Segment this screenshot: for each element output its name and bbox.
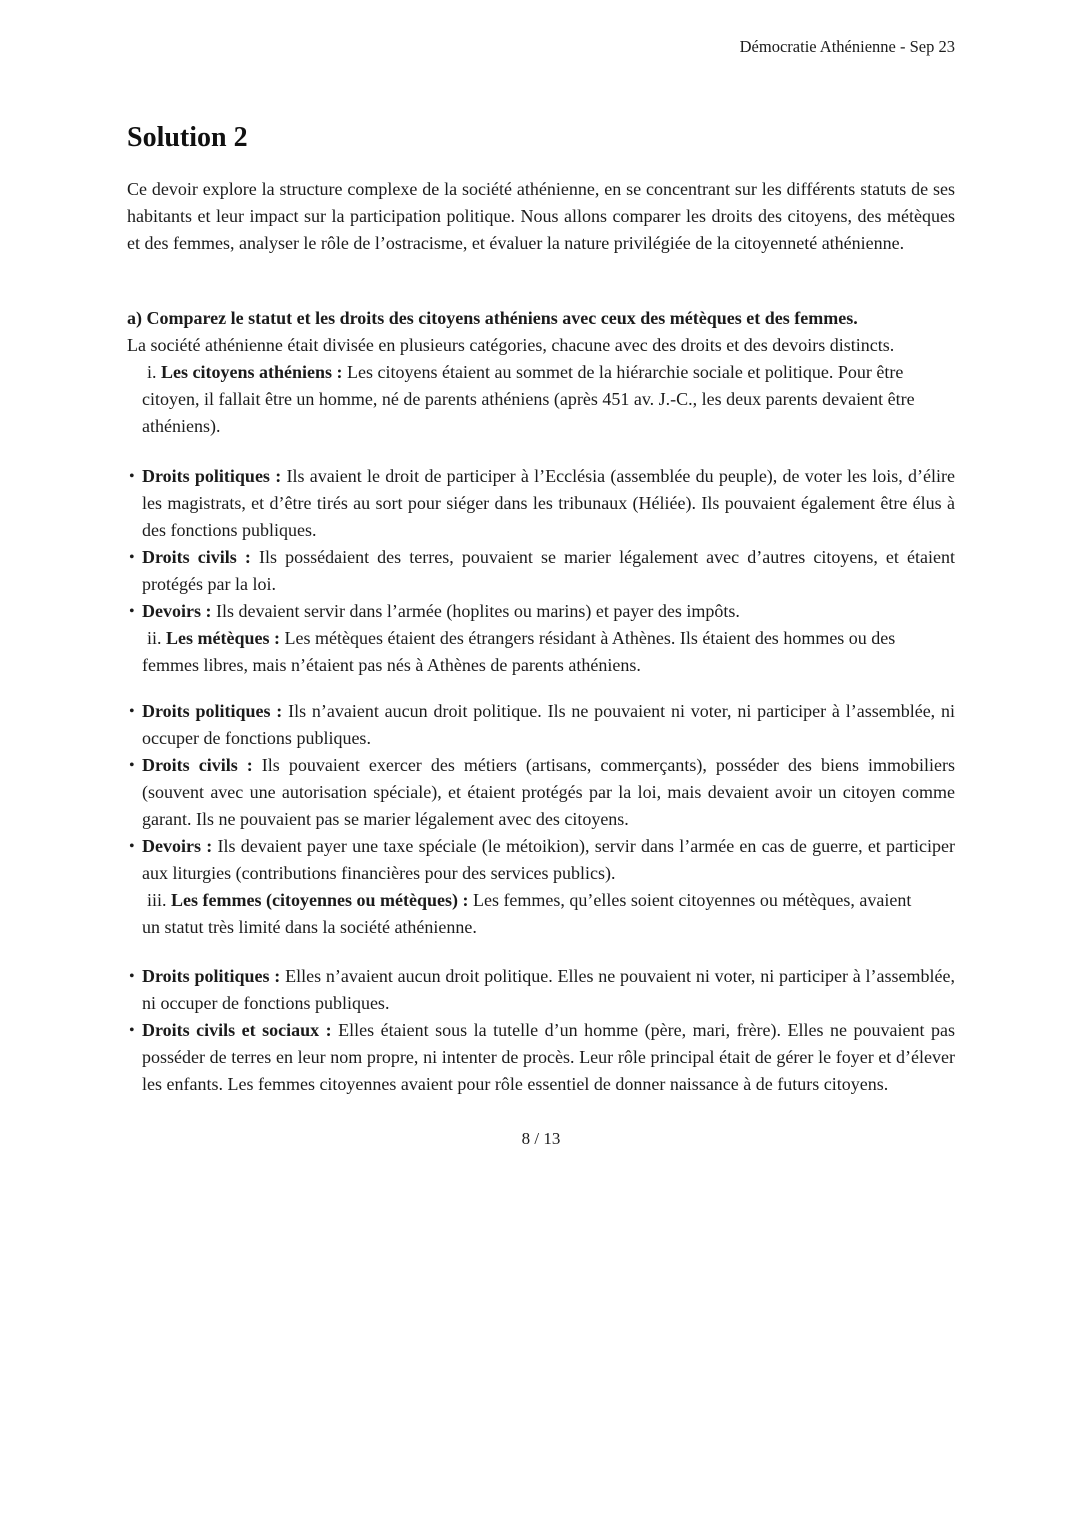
numbered-item-femmes [142, 887, 930, 941]
item-numeral: iii. [147, 890, 167, 910]
numbered-item-meteques [142, 625, 930, 679]
bullet-icon: • [129, 757, 135, 774]
item-label: Les métèques : [166, 628, 280, 648]
item-numeral: i. [147, 362, 157, 382]
bullet-item [129, 963, 955, 1017]
bullet-icon: • [129, 468, 135, 485]
bullet-icon: • [129, 1022, 135, 1039]
bullet-label: Droits politiques : [142, 966, 281, 986]
bullet-text: Ils devaient servir dans l’armée (hoplites ou marins) et payer des impôts. [215, 601, 740, 621]
item-label: Les femmes (citoyennes ou métèques) : [171, 890, 469, 910]
bullet-icon: • [129, 703, 135, 720]
bullet-item [129, 1017, 955, 1098]
bullet-label: Droits politiques : [142, 701, 283, 721]
bullet-item [129, 463, 956, 544]
bullet-item [129, 752, 956, 833]
bullet-item [129, 598, 955, 625]
intro-paragraph: Ce devoir explore la structure complexe de la société athénienne, en se concentrant sur les différents statuts de ses habitants et leur impact sur la participation politique. Nous allons comparer les droits des citoyens, des métèques et des femmes, analyser le rôle de l’ostracisme, et évaluer la nature privilégiée de la citoyenneté athénienne. [127, 179, 955, 253]
bullet-text: Ils pouvaient exercer des métiers (artisans, commerçants), posséder des biens immobiliers (souvent avec une autorisation spéciale), et étaient protégés par la loi, mais devaient avoir un citoyen comme garant. Ils ne pouvaient pas se marier légalement avec des citoyens. [142, 755, 956, 829]
bullet-item [129, 698, 955, 752]
bullet-list-femmes [127, 963, 955, 1098]
bullet-icon: • [129, 838, 135, 855]
numbered-item-citoyens [142, 359, 930, 440]
bullet-list-meteques [127, 698, 955, 887]
page-number: 8 / 13 [521, 1129, 561, 1148]
bullet-text: Ils avaient le droit de participer à l’Ecclésia (assemblée du peuple), de voter les lois, d’élire les magistrats, et d’être tirés au sort pour siéger dans les tribunaux (Héliée). Ils pouvaient également être élus à des fonctions publiques. [142, 466, 956, 540]
page-title: Solution 2 [127, 122, 248, 153]
item-numeral: ii. [147, 628, 162, 648]
bullet-label: Devoirs : [142, 836, 213, 856]
bullet-text: Ils devaient payer une taxe spéciale (le métoikion), servir dans l’armée en cas de guerre, et participer aux liturgies (contributions financières pour des services publics). [142, 836, 956, 883]
section-a-heading: a) Comparez le statut et les droits des citoyens athéniens avec ceux des métèques et des femmes. [127, 308, 858, 328]
bullet-label: Droits civils : [142, 547, 251, 567]
bullet-item [129, 544, 955, 598]
bullet-icon: • [129, 549, 135, 566]
bullet-list-citoyens [127, 463, 955, 625]
bullet-icon: • [129, 968, 135, 985]
item-text: Les métèques étaient des étrangers résidant à Athènes. Ils étaient des hommes ou des femmes libres, mais n’étaient pas nés à Athènes de parents athéniens. [142, 628, 896, 675]
header-title: Démocratie Athénienne - Sep 23 [739, 37, 955, 56]
bullet-icon: • [129, 603, 135, 620]
bullet-text: Elles étaient sous la tutelle d’un homme (père, mari, frère). Elles ne pouvaient pas posséder de terres en leur nom propre, ni intenter de procès. Leur rôle principal était de gérer le foyer et d’élever les enfants. Les femmes citoyennes avaient pour rôle essentiel de donner naissance à de futurs citoyens. [142, 1020, 955, 1094]
item-text: Les femmes, qu’elles soient citoyennes ou métèques, avaient un statut très limité dans la société athénienne. [142, 890, 912, 937]
section-a-lead: La société athénienne était divisée en plusieurs catégories, chacune avec des droits et des devoirs distincts. [127, 335, 895, 355]
page-header [127, 36, 955, 58]
bullet-label: Devoirs : [142, 601, 212, 621]
bullet-text: Elles n’avaient aucun droit politique. Elles ne pouvaient ni voter, ni participer à l’assemblée, ni occuper de fonctions publiques. [142, 966, 955, 1013]
item-text: Les citoyens étaient au sommet de la hiérarchie sociale et politique. Pour être citoyen, il fallait être un homme, né de parents athéniens (après 451 av. J.-C., les deux parents devaient être athéniens). [142, 362, 915, 436]
bullet-item [129, 833, 956, 887]
bullet-text: Ils n’avaient aucun droit politique. Ils ne pouvaient ni voter, ni participer à l’assemblée, ni occuper de fonctions publiques. [142, 701, 955, 748]
page-footer [127, 1125, 955, 1152]
item-label: Les citoyens athéniens : [161, 362, 343, 382]
bullet-text: Ils possédaient des terres, pouvaient se marier légalement avec d’autres citoyens, et étaient protégés par la loi. [142, 547, 955, 594]
bullet-label: Droits politiques : [142, 466, 282, 486]
bullet-label: Droits civils : [142, 755, 253, 775]
bullet-label: Droits civils et sociaux : [142, 1020, 332, 1040]
